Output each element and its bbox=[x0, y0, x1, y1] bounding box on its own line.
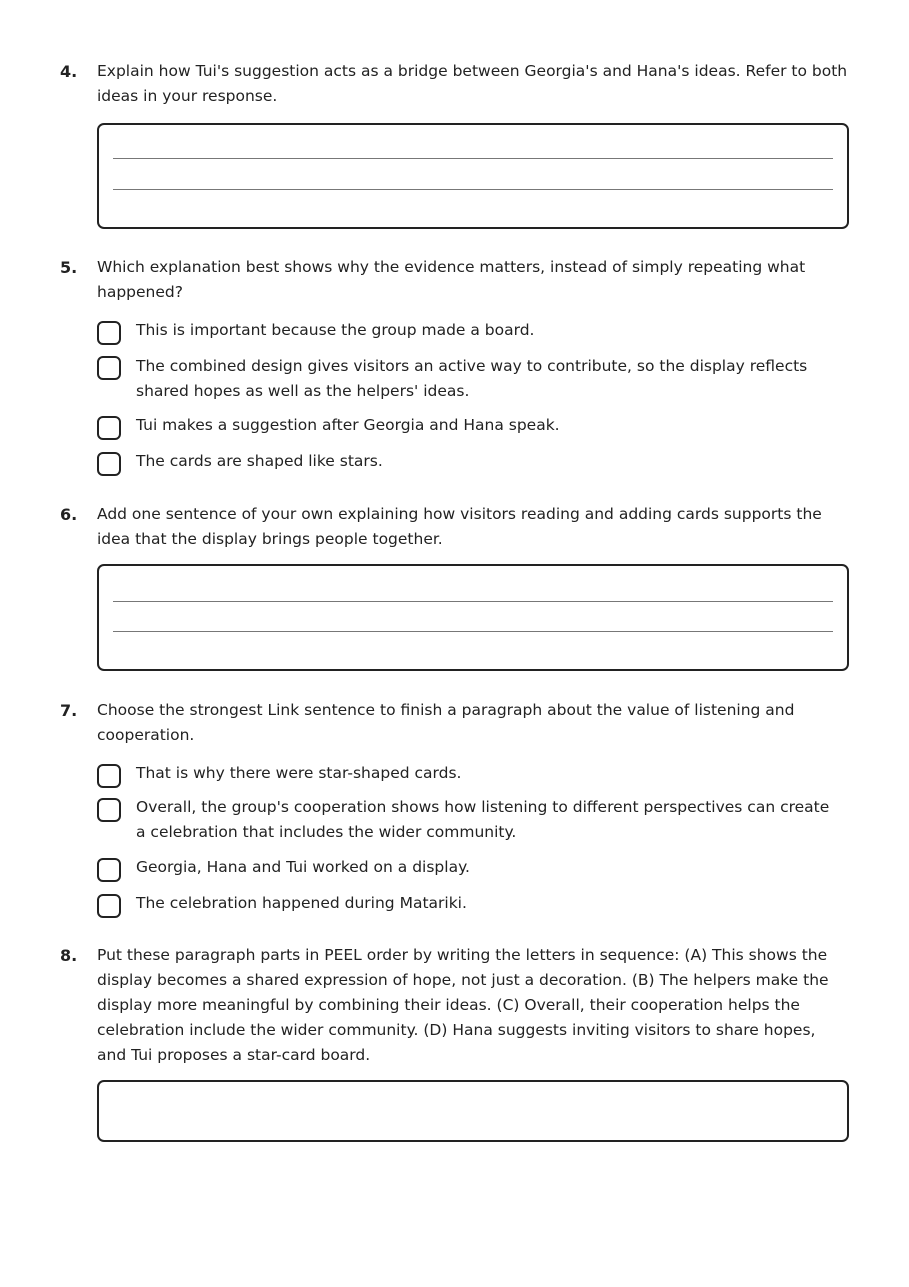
checkbox[interactable] bbox=[97, 764, 121, 788]
checkbox[interactable] bbox=[97, 798, 121, 822]
question-text: Choose the strongest Link sentence to finish a paragraph about the value of listening and cooperation. bbox=[97, 701, 795, 744]
question-text: Which explanation best shows why the evidence matters, instead of simply repeating what happened? bbox=[97, 258, 806, 301]
option-label: The cards are shaped like stars. bbox=[136, 452, 383, 470]
question-number: 5. bbox=[60, 258, 78, 277]
option-label: Overall, the group's cooperation shows how listening to different perspectives can create a celebration that includes the wider community. bbox=[136, 798, 830, 841]
checkbox[interactable] bbox=[97, 858, 121, 882]
answer-line bbox=[113, 189, 833, 190]
question-number: 8. bbox=[60, 946, 78, 965]
answer-line bbox=[113, 631, 833, 632]
question-text: Explain how Tui's suggestion acts as a bridge between Georgia's and Hana's ideas. Refer to both ideas in your response. bbox=[97, 62, 848, 105]
answer-line bbox=[113, 601, 833, 602]
question-text: Add one sentence of your own explaining how visitors reading and adding cards supports the idea that the display brings people together. bbox=[97, 505, 822, 548]
answer-line bbox=[113, 158, 833, 159]
checkbox[interactable] bbox=[97, 894, 121, 918]
question-number: 7. bbox=[60, 701, 78, 720]
checkbox[interactable] bbox=[97, 452, 121, 476]
option-label: The combined design gives visitors an active way to contribute, so the display reflects shared hopes as well as the helpers' ideas. bbox=[136, 357, 808, 400]
checkbox[interactable] bbox=[97, 321, 121, 345]
answer-box[interactable] bbox=[97, 564, 849, 671]
answer-box[interactable] bbox=[97, 123, 849, 229]
answer-box[interactable] bbox=[97, 1080, 849, 1142]
option-label: The celebration happened during Matariki. bbox=[136, 894, 467, 912]
question-text: Put these paragraph parts in PEEL order by writing the letters in sequence: (A) This shows the display becomes a shared expression of hope, not just a decoration. (B) The helpers make the display more meaningful by combining their ideas. (C) Overall, their cooperation helps the celebration include the wider community. (D) Hana suggests inviting visitors to share hopes, and Tui proposes a star-card board. bbox=[97, 946, 829, 1064]
checkbox[interactable] bbox=[97, 416, 121, 440]
option-label: Tui makes a suggestion after Georgia and Hana speak. bbox=[136, 416, 560, 434]
option-label: That is why there were star-shaped cards. bbox=[136, 764, 462, 782]
question-number: 4. bbox=[60, 62, 78, 81]
question-number: 6. bbox=[60, 505, 78, 524]
option-label: This is important because the group made a board. bbox=[136, 321, 535, 339]
checkbox[interactable] bbox=[97, 356, 121, 380]
option-label: Georgia, Hana and Tui worked on a display. bbox=[136, 858, 470, 876]
